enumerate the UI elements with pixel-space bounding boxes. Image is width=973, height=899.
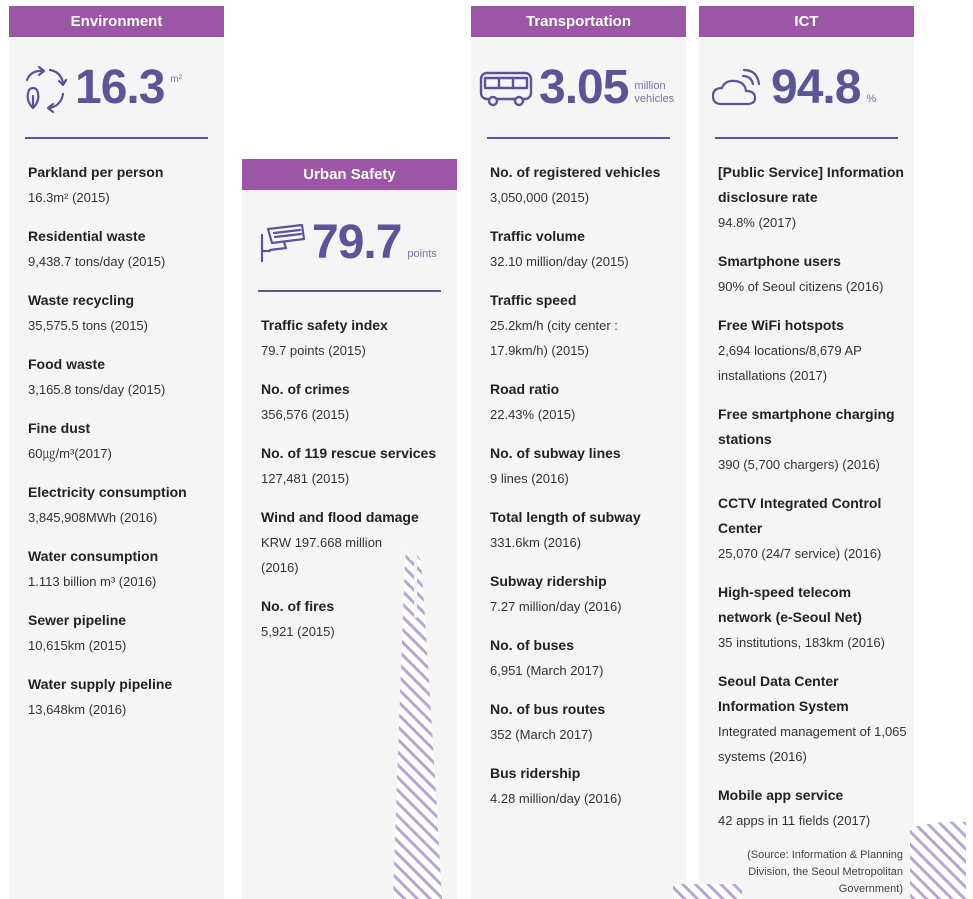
item-value: 22.43% (2015) — [490, 407, 576, 422]
urban-safety-headline-unit: points — [407, 248, 437, 260]
environment-headline-value: 16.3 — [75, 61, 165, 114]
item-value: 3,165.8 tons/day (2015) — [28, 382, 166, 397]
item-label: No. of fires — [261, 598, 335, 614]
ict-headline-unit: % — [866, 93, 877, 105]
item-value: 6,951 (March 2017) — [490, 663, 604, 678]
ict-headline-value: 94.8 — [771, 61, 861, 114]
item-value: 25.2km/h (city center : 17.9km/h) (2015) — [490, 318, 618, 358]
item-label: High-speed telecom network (e-Seoul Net) — [718, 584, 862, 625]
transportation-title: Transportation — [471, 6, 686, 37]
item-label: No. of registered vehicles — [490, 164, 661, 180]
item-value: 16.3m² (2015) — [28, 190, 110, 205]
item-label: Food waste — [28, 356, 106, 372]
item-value: 7.27 million/day (2016) — [490, 599, 622, 614]
item-label: No. of crimes — [261, 381, 350, 397]
item-label: Traffic safety index — [261, 317, 388, 333]
item-label: Subway ridership — [490, 573, 607, 589]
item-value: KRW 197.668 million (2016) — [261, 535, 383, 575]
item-value: 1.113 billion m³ (2016) — [28, 574, 157, 589]
item-value: 42 apps in 11 fields (2017) — [718, 813, 871, 828]
item-value: 35,575.5 tons (2015) — [28, 318, 148, 333]
item-label: Parkland per person — [28, 164, 164, 180]
urban-safety-title: Urban Safety — [242, 159, 457, 190]
item-value: 9 lines (2016) — [490, 471, 569, 486]
item-value: 10,615km (2015) — [28, 638, 127, 653]
item-label: Free smartphone charging stations — [718, 406, 895, 447]
item-value: 60㎍/m³(2017) — [28, 446, 112, 461]
item-label: Residential waste — [28, 228, 146, 244]
environment-headline-unit: m² — [170, 74, 183, 85]
item-label: Sewer pipeline — [28, 612, 127, 628]
item-label: No. of subway lines — [490, 445, 621, 461]
item-label: Seoul Data Center Information System — [718, 673, 849, 714]
item-value: 331.6km (2016) — [490, 535, 582, 550]
item-label: Road ratio — [490, 381, 560, 397]
item-value: 90% of Seoul citizens (2016) — [718, 279, 884, 294]
item-value: 32.10 million/day (2015) — [490, 254, 629, 269]
item-value: 4.28 million/day (2016) — [490, 791, 622, 806]
item-value: 2,694 locations/8,679 AP installations (2017) — [718, 343, 862, 383]
urban-safety-headline-value: 79.7 — [312, 216, 402, 269]
item-label: Electricity consumption — [28, 484, 187, 500]
item-value: 3,845,908MWh (2016) — [28, 510, 158, 525]
item-label: Water consumption — [28, 548, 159, 564]
item-label: No. of bus routes — [490, 701, 606, 717]
source-note: (Source: Information & Planning Division, the Seoul Metropolitan Government) — [747, 849, 903, 895]
item-value: 127,481 (2015) — [261, 471, 350, 486]
item-label: Mobile app service — [718, 787, 844, 803]
item-value: Integrated management of 1,065 systems (2016) — [718, 724, 907, 764]
item-label: Bus ridership — [490, 765, 581, 781]
item-label: No. of 119 rescue services — [261, 445, 437, 461]
item-label: Smartphone users — [718, 253, 841, 269]
item-value: 356,576 (2015) — [261, 407, 350, 422]
item-label: Traffic volume — [490, 228, 585, 244]
transportation-headline-unit: million vehicles — [634, 80, 675, 105]
item-label: No. of buses — [490, 637, 575, 653]
item-value: 35 institutions, 183km (2016) — [718, 635, 885, 650]
item-value: 9,438.7 tons/day (2015) — [28, 254, 166, 269]
item-label: Water supply pipeline — [28, 676, 173, 692]
item-value: 25,070 (24/7 service) (2016) — [718, 546, 882, 561]
item-value: 390 (5,700 chargers) (2016) — [718, 457, 880, 472]
item-value: 79.7 points (2015) — [261, 343, 366, 358]
item-value: 5,921 (2015) — [261, 624, 335, 639]
item-value: 94.8% (2017) — [718, 215, 797, 230]
item-value: 352 (March 2017) — [490, 727, 593, 742]
transportation-headline-value: 3.05 — [539, 61, 629, 114]
item-label: Fine dust — [28, 420, 91, 436]
item-label: Total length of subway — [490, 509, 641, 525]
item-label: Waste recycling — [28, 292, 135, 308]
item-value: 3,050,000 (2015) — [490, 190, 590, 205]
item-label: CCTV Integrated Control Center — [718, 495, 882, 536]
item-label: [Public Service] Information disclosure rate — [718, 164, 904, 205]
item-value: 13,648km (2016) — [28, 702, 127, 717]
environment-title: Environment — [9, 6, 224, 37]
ict-title: ICT — [699, 6, 914, 37]
item-label: Wind and flood damage — [261, 509, 419, 525]
item-label: Traffic speed — [490, 292, 577, 308]
item-label: Free WiFi hotspots — [718, 317, 844, 333]
